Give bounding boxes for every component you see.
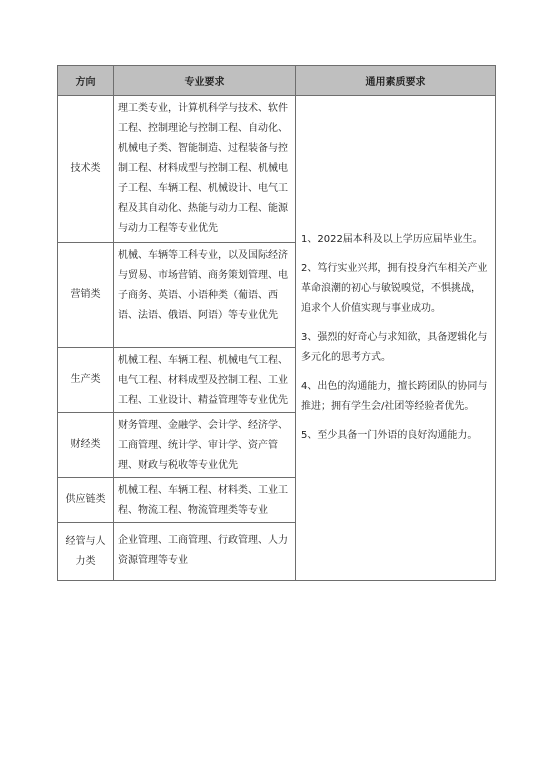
header-direction: 方向: [58, 66, 114, 96]
header-major-requirements: 专业要求: [114, 66, 296, 96]
table-header-row: [58, 66, 496, 96]
major-text: 机械工程、车辆工程、材料类、工业工程、物流工程、物流管理类等专业: [118, 485, 288, 516]
major-text: 机械、车辆等工科专业，以及国际经济与贸易、市场营销、商务策划管理、电子商务、英语、小语种类（葡语、西语、法语、俄语、阿语）等专业优先: [118, 250, 288, 321]
direction-label: 经管与人力类: [65, 535, 106, 567]
general-item: 1、2022届本科及以上学历应届毕业生。: [301, 234, 483, 245]
requirements-table: [57, 65, 496, 581]
direction-cell: [58, 523, 114, 581]
major-cell: [114, 96, 296, 243]
header-general-requirements: 通用素质要求: [296, 66, 496, 96]
direction-label: 营销类: [70, 289, 101, 300]
direction-cell: [58, 413, 114, 478]
direction-cell: [58, 96, 114, 243]
major-cell: [114, 348, 296, 413]
direction-cell: [58, 243, 114, 348]
direction-label: 生产类: [70, 374, 101, 385]
major-cell: [114, 413, 296, 478]
direction-cell: [58, 348, 114, 413]
direction-label: 财经类: [70, 439, 101, 450]
major-cell: [114, 243, 296, 348]
direction-label: 供应链类: [65, 494, 106, 505]
major-cell: [114, 478, 296, 523]
major-text: 企业管理、工商管理、行政管理、人力资源管理等专业: [118, 535, 288, 566]
direction-cell: [58, 478, 114, 523]
table-row: [58, 96, 496, 243]
general-item: 5、至少具备一门外语的良好沟通能力。: [301, 430, 478, 441]
major-text: 机械工程、车辆工程、机械电气工程、电气工程、材料成型及控制工程、工业工程、工业设计、精益管理等专业优先: [118, 355, 288, 406]
major-cell: [114, 523, 296, 581]
general-item: 4、出色的沟通能力，擅长跨团队的协同与推进；拥有学生会/社团等经验者优先。: [301, 381, 488, 412]
general-item: 2、笃行实业兴邦，拥有投身汽车相关产业革命浪潮的初心与敏锐嗅觉，不惧挑战，追求个人价值实现与事业成功。: [301, 263, 488, 314]
general-requirements-cell: [296, 96, 496, 581]
major-text: 财务管理、金融学、会计学、经济学、工商管理、统计学、审计学、资产管理、财政与税收等专业优先: [118, 420, 288, 471]
major-text: 理工类专业，计算机科学与技术、软件工程、控制理论与控制工程、自动化、机械电子类、智能制造、过程装备与控制工程、材料成型与控制工程、机械电子工程、车辆工程、机械设计、电气工程及其自动化、热能与动力工程、能源与动力工程等专业优先: [118, 103, 288, 234]
general-item: 3、强烈的好奇心与求知欲，具备逻辑化与多元化的思考方式。: [301, 332, 488, 363]
direction-label: 技术类: [70, 163, 101, 174]
